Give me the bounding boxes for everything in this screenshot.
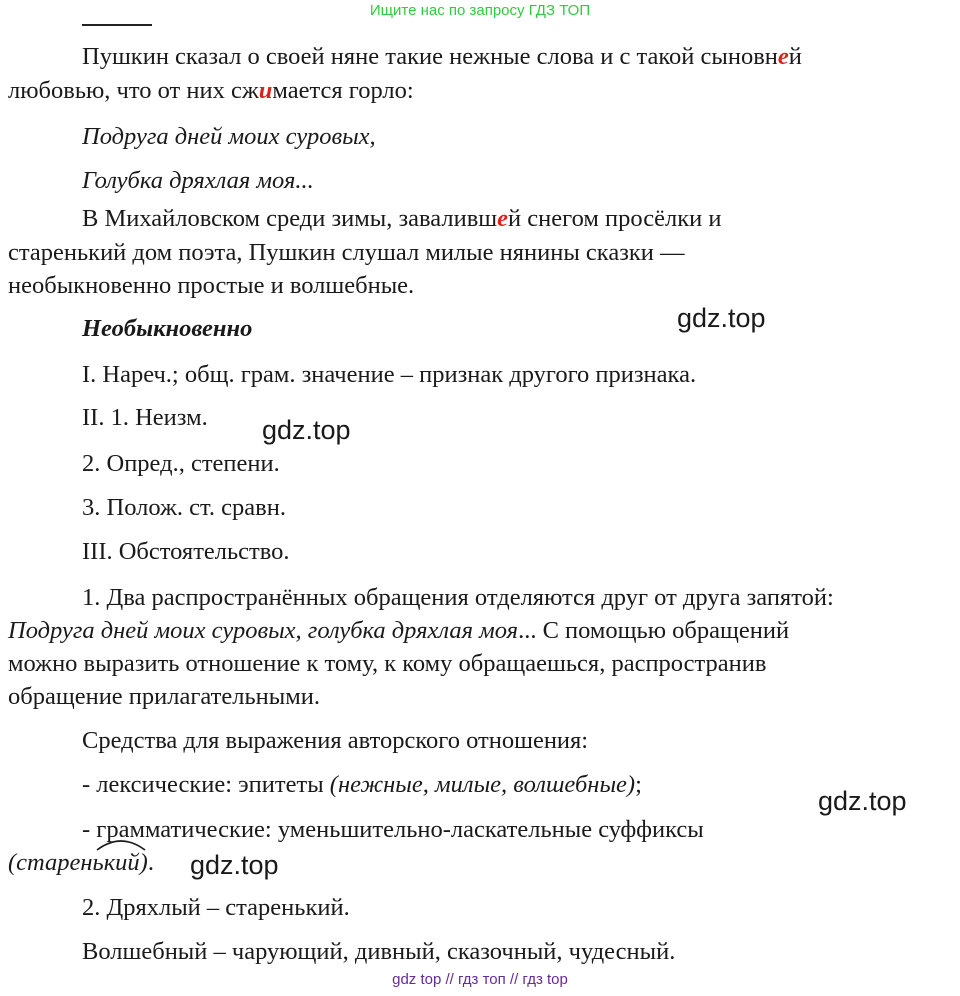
text: В Михайловском среди зимы, заваливш	[82, 205, 498, 232]
analysis-iii: III. Обстоятельство.	[82, 538, 290, 565]
text: мается горло:	[272, 77, 414, 104]
poem-line2: Голубка дряхлая моя...	[82, 167, 314, 194]
footer-links[interactable]: gdz top // гдз топ // гдз top	[392, 971, 568, 988]
text: й	[788, 43, 802, 70]
task2-line1: 2. Дряхлый – старенький.	[82, 894, 350, 921]
analysis-word: Необыкновенно	[82, 315, 253, 342]
suffix-example-italic: (старенький)	[8, 849, 148, 876]
watermark: gdz.top	[262, 415, 351, 445]
top-dash-rule	[82, 24, 152, 26]
task1-line3: можно выразить отношение к тому, к кому обращаешься, распространив	[8, 650, 767, 677]
paragraph2-line3: необыкновенно простые и волшебные.	[8, 272, 415, 299]
paragraph1-line2	[8, 74, 414, 107]
highlight-letter: е	[777, 43, 789, 70]
analysis-i: I. Нареч.; общ. грам. значение – признак другого признака.	[82, 361, 697, 388]
text: любовью, что от них сж	[8, 77, 259, 104]
paragraph1-line1	[82, 40, 802, 73]
text: Пушкин сказал о своей няне такие нежные слова и с такой сыновн	[82, 43, 778, 70]
means-lexical	[82, 768, 642, 801]
analysis-ii-2: 2. Опред., степени.	[82, 450, 280, 477]
task1-line1: 1. Два распространённых обращения отделяются друг от друга запятой:	[82, 584, 834, 611]
paragraph2-line2: старенький дом поэта, Пушкин слушал милые нянины сказки —	[8, 239, 685, 266]
highlight-letter: е	[497, 205, 509, 232]
watermark: gdz.top	[677, 303, 766, 333]
text: .	[147, 849, 154, 876]
analysis-ii-1: II. 1. Неизм.	[82, 404, 208, 431]
top-banner[interactable]: Ищите нас по запросу ГДЗ ТОП	[369, 2, 591, 19]
watermark: gdz.top	[818, 786, 907, 816]
watermark: gdz.top	[190, 850, 279, 880]
task1-line2	[8, 614, 789, 647]
means-heading: Средства для выражения авторского отношения:	[82, 727, 589, 754]
epithets-italic: (нежные, милые, волшебные)	[329, 771, 636, 798]
task2-line2: Волшебный – чарующий, дивный, сказочный, чудесный.	[82, 938, 676, 965]
paragraph2-line1	[82, 202, 721, 235]
analysis-ii-3: 3. Полож. ст. сравн.	[82, 494, 286, 521]
text: ;	[635, 771, 642, 798]
text: ... С помощью обращений	[518, 617, 790, 644]
quote-italic: Подруга дней моих суровых, голубка дряхлая моя	[8, 617, 519, 644]
highlight-letter: и	[258, 77, 273, 104]
suffix-arc-mark	[95, 836, 147, 852]
text: й снегом просёлки и	[508, 205, 722, 232]
task1-line4: обращение прилагательными.	[8, 683, 320, 710]
means-grammatical: - грамматические: уменьшительно-ласкательные суффиксы	[82, 816, 704, 843]
text: - лексические: эпитеты	[82, 771, 330, 798]
poem-line1: Подруга дней моих суровых,	[82, 123, 376, 150]
